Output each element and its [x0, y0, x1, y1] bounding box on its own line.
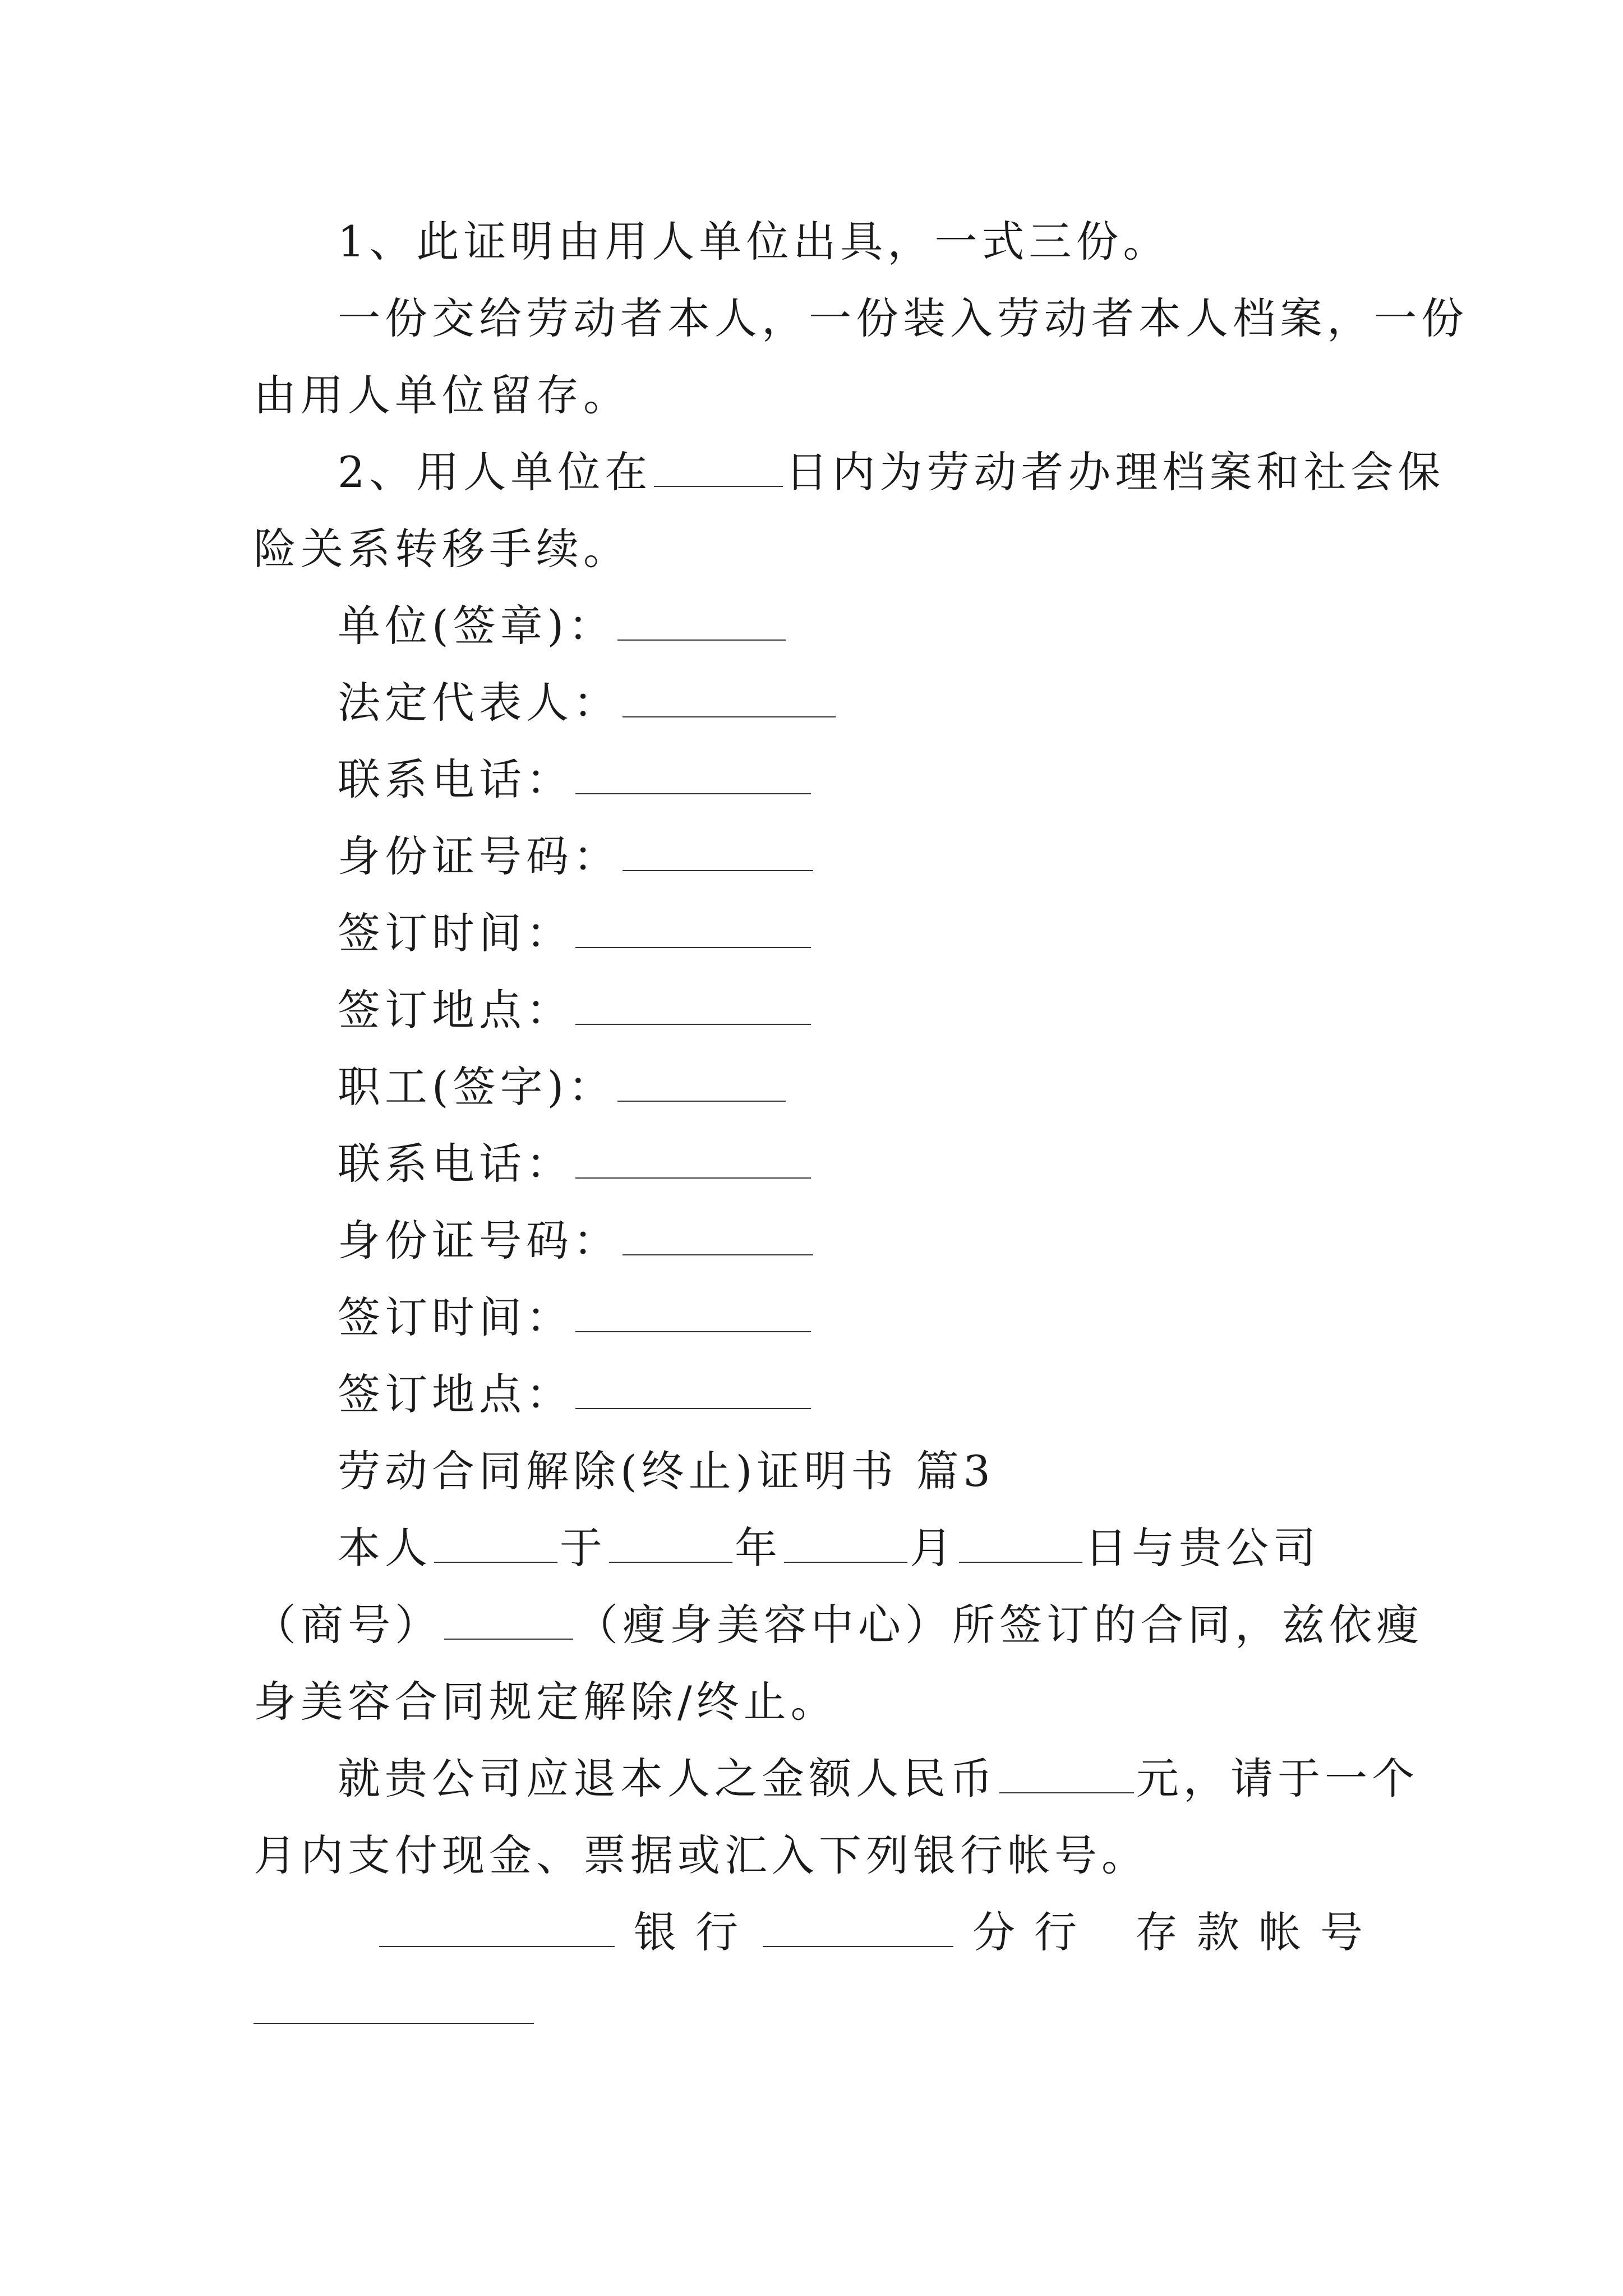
account-number-blank[interactable] — [253, 1988, 534, 2024]
employee-sign-time-label: 签订时间： — [338, 1292, 573, 1342]
employer-seal-field — [338, 601, 788, 651]
note-2-line-2 — [253, 524, 630, 574]
name-blank[interactable] — [434, 1527, 557, 1563]
year-blank[interactable] — [609, 1527, 732, 1563]
legal-rep-label: 法定代表人： — [338, 678, 620, 728]
note-2-before: 2、用人单位在 — [338, 447, 652, 497]
employer-phone-label: 联系电话： — [338, 754, 573, 804]
employee-id-blank[interactable] — [623, 1220, 813, 1255]
employee-phone-field — [338, 1139, 813, 1189]
section-3-p2-line-2 — [253, 1830, 1149, 1880]
note-2 — [338, 447, 1445, 497]
p1-word-3: 年 — [735, 1523, 782, 1573]
branch-name-blank[interactable] — [763, 1911, 953, 1947]
employee-id-field — [338, 1216, 815, 1266]
employee-sign-place-field — [338, 1369, 813, 1419]
month-blank[interactable] — [784, 1527, 907, 1563]
employer-id-field — [338, 831, 815, 881]
employee-phone-blank[interactable] — [575, 1143, 811, 1179]
employee-sign-place-label: 签订地点： — [338, 1369, 573, 1419]
employee-sign-blank[interactable] — [617, 1066, 786, 1102]
employee-sign-time-blank[interactable] — [575, 1296, 811, 1332]
employer-id-label: 身份证号码： — [338, 831, 620, 881]
p2-b: 元，请于一个 — [1136, 1754, 1419, 1803]
employee-sign-place-blank[interactable] — [575, 1373, 811, 1409]
branch-label: 分行 — [972, 1907, 1096, 1957]
p1-line-2-a: （商号） — [253, 1600, 442, 1650]
day-blank[interactable] — [959, 1527, 1082, 1563]
p1-word-4: 月 — [910, 1523, 957, 1573]
employer-sign-place-blank[interactable] — [575, 989, 811, 1025]
note-1-line-3-text: 由用人单位留存。 — [253, 370, 630, 420]
section-3-p1-line-2 — [253, 1600, 1423, 1650]
bank-label: 银行 — [634, 1907, 757, 1957]
legal-rep-field — [338, 678, 838, 728]
account-line — [253, 1988, 534, 2031]
section-3-heading-text: 劳动合同解除(终止)证明书 篇3 — [338, 1446, 995, 1496]
employee-sign-time-field — [338, 1292, 813, 1342]
p1-line-3-text: 身美容合同规定解除/终止。 — [253, 1677, 838, 1727]
bank-line — [377, 1907, 1382, 1957]
employer-seal-label: 单位(签章)： — [338, 601, 616, 651]
bank-name-blank[interactable] — [379, 1911, 615, 1947]
p1-line-2-b: （瘦身美容中心）所签订的合同，兹依瘦 — [575, 1600, 1423, 1650]
note-1-line-2 — [338, 293, 1468, 343]
employer-seal-blank[interactable] — [617, 605, 786, 641]
company-name-blank[interactable] — [444, 1604, 573, 1640]
section-3-p1-line-1 — [338, 1523, 1320, 1573]
section-3-p2-line-1 — [338, 1754, 1419, 1803]
employer-sign-time-field — [338, 908, 813, 958]
p2-a: 就贵公司应退本人之金额人民币 — [338, 1754, 997, 1803]
employer-sign-time-blank[interactable] — [575, 912, 811, 948]
employer-sign-place-label: 签订地点： — [338, 985, 573, 1035]
employer-sign-place-field — [338, 985, 813, 1035]
employee-id-label: 身份证号码： — [338, 1216, 620, 1266]
employer-phone-blank[interactable] — [575, 758, 811, 794]
amount-blank[interactable] — [999, 1757, 1134, 1793]
employee-phone-label: 联系电话： — [338, 1139, 573, 1189]
note-2-after: 日内为劳动者办理档案和社会保 — [785, 447, 1445, 497]
p2-line-2-text: 月内支付现金、票据或汇入下列银行帐号。 — [253, 1830, 1149, 1880]
note-2-line-2-text: 险关系转移手续。 — [253, 524, 630, 574]
note-1 — [338, 217, 1170, 266]
employer-sign-time-label: 签订时间： — [338, 908, 573, 958]
section-3-p1-line-3 — [253, 1677, 838, 1727]
note-1-line-3 — [253, 370, 630, 420]
note-1-text: 1、此证明由用人单位出具，一式三份。 — [338, 217, 1170, 266]
legal-rep-blank[interactable] — [623, 682, 836, 717]
p1-word-5: 日与贵公司 — [1085, 1523, 1320, 1573]
days-blank[interactable] — [654, 451, 783, 487]
employee-sign-label: 职工(签字)： — [338, 1062, 616, 1112]
employee-sign-field — [338, 1062, 788, 1112]
p1-word-1: 本人 — [338, 1523, 432, 1573]
note-1-line-2-text: 一份交给劳动者本人，一份装入劳动者本人档案，一份 — [338, 293, 1468, 343]
employer-phone-field — [338, 754, 813, 804]
p1-word-2: 于 — [560, 1523, 607, 1573]
account-label: 存款帐号 — [1135, 1907, 1382, 1957]
section-3-heading — [338, 1446, 995, 1496]
employer-id-blank[interactable] — [623, 835, 813, 871]
